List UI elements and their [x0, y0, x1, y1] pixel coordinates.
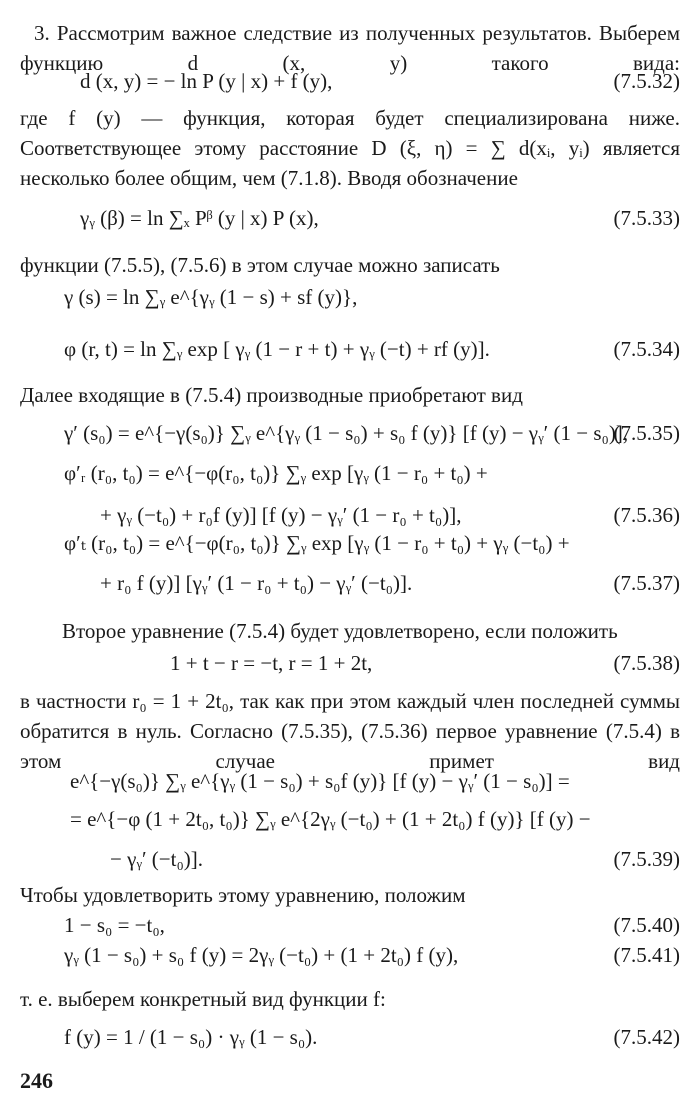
- equation-number-7-5-38: (7.5.38): [613, 651, 680, 675]
- paragraph-definition: где f (y) — функция, которая будет специализирована ниже. Соответствующее этому расстояние D (ξ, η) = ∑ d(xᵢ, yᵢ) является: [20, 106, 680, 160]
- equation-7-5-32: d (x, y) = − ln P (y | x) + f (y),: [80, 69, 333, 93]
- paragraph-to-satisfy: Чтобы удовлетворить этому уравнению, положим: [20, 883, 466, 907]
- paragraph-derivatives: Далее входящие в (7.5.4) производные приобретают вид: [20, 383, 523, 407]
- equation-number-7-5-39: (7.5.39): [613, 847, 680, 871]
- equation-number-7-5-42: (7.5.42): [613, 1025, 680, 1049]
- equation-7-5-41: γᵧ (1 − s₀) + s₀ f (y) = 2γᵧ (−t₀) + (1 + 2t₀) f (y),: [64, 943, 459, 967]
- equation-number-7-5-32: (7.5.32): [613, 69, 680, 93]
- paragraph-definition-end: несколько более общим, чем (7.1.8). Вводя обозначение: [20, 166, 518, 190]
- equation-7-5-39-b: = e^{−φ (1 + 2t₀, t₀)} ∑ᵧ e^{2γᵧ (−t₀) + (1 + 2t₀) f (y)} [f (y) −: [70, 807, 591, 831]
- equation-7-5-40: 1 − s₀ = −t₀,: [64, 913, 165, 937]
- equation-number-7-5-34: (7.5.34): [613, 337, 680, 361]
- equation-number-7-5-36: (7.5.36): [613, 503, 680, 527]
- equation-7-5-34-b: φ (r, t) = ln ∑ᵧ exp [ γᵧ (1 − r + t) + γᵧ (−t) + rf (y)].: [64, 337, 490, 361]
- equation-number-7-5-41: (7.5.41): [613, 943, 680, 967]
- equation-7-5-33: γᵧ (β) = ln ∑ₓ Pᵝ (y | x) P (x),: [80, 206, 319, 230]
- paragraph-choose-f: т. е. выберем конкретный вид функции f:: [20, 987, 386, 1011]
- paragraph-second-equation: Второе уравнение (7.5.4) будет удовлетворено, если положить: [62, 619, 618, 643]
- equation-7-5-35: γ′ (s₀) = e^{−γ(s₀)} ∑ᵧ e^{γᵧ (1 − s₀) + s₀ f (y)} [f (y) − γᵧ′ (1 − s₀)],: [64, 421, 629, 445]
- equation-7-5-42: f (y) = 1 / (1 − s₀) · γᵧ (1 − s₀).: [64, 1025, 318, 1049]
- equation-7-5-36-b: + γᵧ (−t₀) + r₀f (y)] [f (y) − γᵧ′ (1 − r₀ + t₀)],: [100, 503, 462, 527]
- paragraph-intro: 3. Рассмотрим важное следствие из полученных результатов. Выберем функцию d (x, y) такого вида:: [20, 21, 680, 75]
- equation-number-7-5-35: (7.5.35): [613, 421, 680, 445]
- paragraph-functions: функции (7.5.5), (7.5.6) в этом случае можно записать: [20, 253, 500, 277]
- equation-number-7-5-33: (7.5.33): [613, 206, 680, 230]
- equation-number-7-5-40: (7.5.40): [613, 913, 680, 937]
- equation-7-5-39-a: e^{−γ(s₀)} ∑ᵧ e^{γᵧ (1 − s₀) + s₀f (y)} [f (y) − γᵧ′ (1 − s₀)] =: [70, 769, 570, 793]
- page-number: 246: [20, 1068, 53, 1093]
- equation-7-5-37-b: + r₀ f (y)] [γᵧ′ (1 − r₀ + t₀) − γᵧ′ (−t₀)].: [100, 571, 413, 595]
- equation-7-5-39-c: − γᵧ′ (−t₀)].: [110, 847, 204, 871]
- equation-7-5-36-a: φ′ᵣ (r₀, t₀) = e^{−φ(r₀, t₀)} ∑ᵧ exp [γᵧ (1 − r₀ + t₀) +: [64, 461, 488, 485]
- equation-7-5-37-a: φ′ₜ (r₀, t₀) = e^{−φ(r₀, t₀)} ∑ᵧ exp [γᵧ (1 − r₀ + t₀) + γᵧ (−t₀) +: [64, 531, 570, 555]
- equation-7-5-38: 1 + t − r = −t, r = 1 + 2t,: [170, 651, 373, 675]
- paragraph-particular-case: в частности r₀ = 1 + 2t₀, так как при этом каждый член последней суммы обратится в нуль. Согласно (7.5.35), (7.5.36) первое уравнение (7.5.4) в этом случае примет вид: [20, 689, 680, 773]
- equation-number-7-5-37: (7.5.37): [613, 571, 680, 595]
- equation-7-5-34-a: γ (s) = ln ∑ᵧ e^{γᵧ (1 − s) + sf (y)},: [64, 285, 358, 309]
